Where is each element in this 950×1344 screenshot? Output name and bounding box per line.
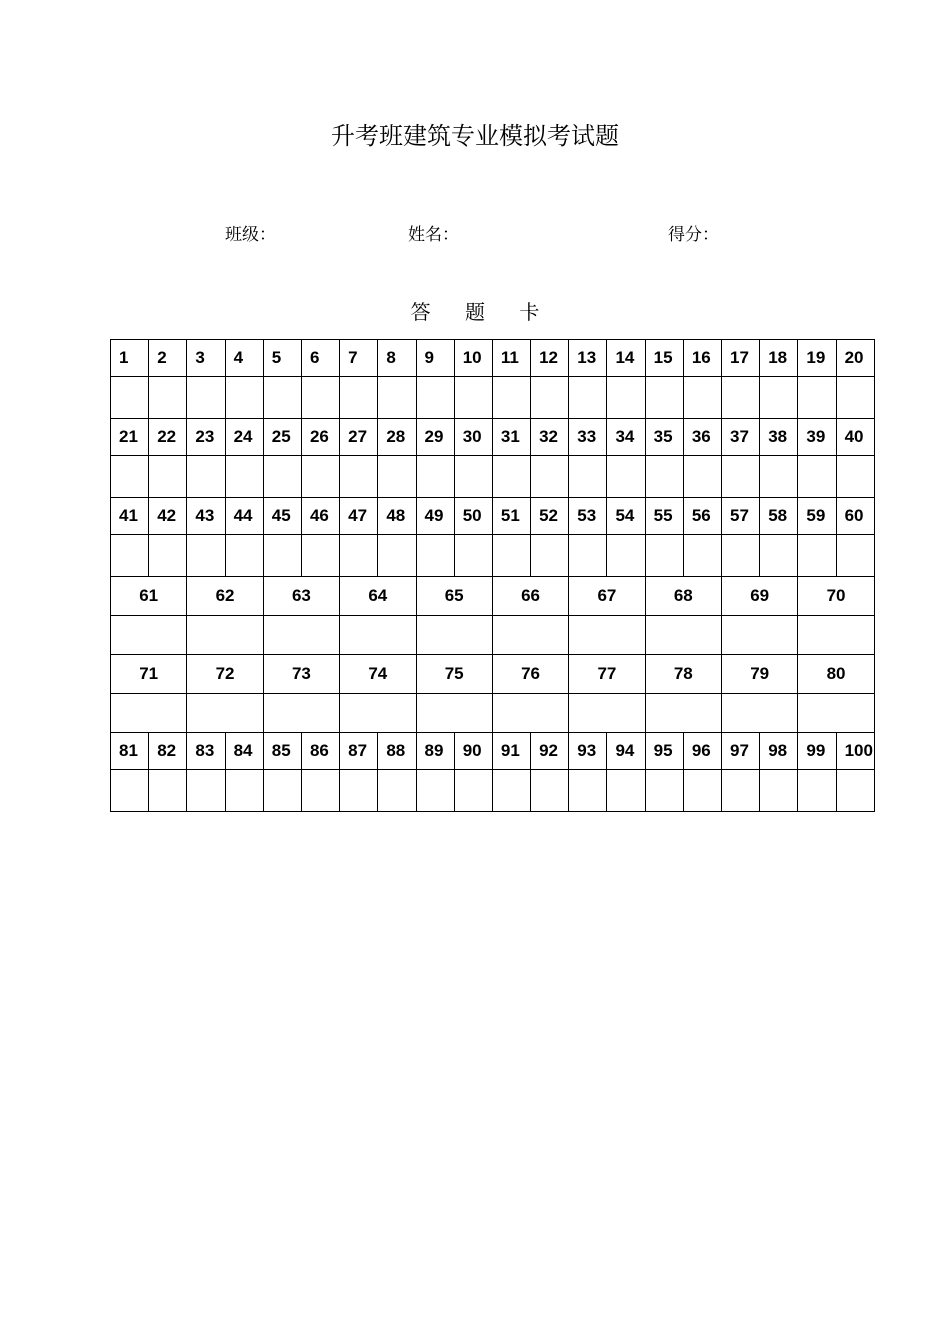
question-number-cell: 89 — [416, 733, 454, 770]
question-number-cell: 17 — [722, 340, 760, 377]
answer-cell[interactable] — [225, 770, 263, 812]
answer-cell[interactable] — [111, 456, 149, 498]
answer-row — [111, 456, 875, 498]
question-number-cell: 38 — [760, 419, 798, 456]
question-number-cell: 16 — [683, 340, 721, 377]
answer-cell[interactable] — [416, 616, 492, 655]
question-number-cell: 9 — [416, 340, 454, 377]
question-number-cell: 81 — [111, 733, 149, 770]
answer-cell[interactable] — [340, 694, 416, 733]
question-number-cell: 62 — [187, 577, 263, 616]
answer-cell[interactable] — [416, 377, 454, 419]
answer-cell[interactable] — [722, 377, 760, 419]
answer-cell[interactable] — [301, 456, 339, 498]
question-number-cell: 94 — [607, 733, 645, 770]
answer-cell[interactable] — [492, 770, 530, 812]
answer-cell[interactable] — [760, 770, 798, 812]
question-number-cell: 37 — [722, 419, 760, 456]
question-number-cell: 100 — [836, 733, 874, 770]
question-number-cell: 70 — [798, 577, 874, 616]
question-number-cell: 8 — [378, 340, 416, 377]
answer-cell[interactable] — [760, 456, 798, 498]
answer-cell[interactable] — [836, 377, 874, 419]
question-number-cell: 96 — [683, 733, 721, 770]
answer-cell[interactable] — [683, 770, 721, 812]
question-number-cell: 98 — [760, 733, 798, 770]
answer-cell[interactable] — [645, 770, 683, 812]
question-number-cell: 40 — [836, 419, 874, 456]
question-number-cell: 55 — [645, 498, 683, 535]
answer-cell[interactable] — [263, 694, 339, 733]
answer-cell[interactable] — [111, 694, 187, 733]
answer-cell[interactable] — [263, 535, 301, 577]
question-number-cell: 85 — [263, 733, 301, 770]
answer-cell[interactable] — [569, 535, 607, 577]
answer-cell[interactable] — [798, 535, 836, 577]
question-number-cell: 26 — [301, 419, 339, 456]
answer-cell[interactable] — [416, 535, 454, 577]
answer-cell[interactable] — [340, 770, 378, 812]
answer-cell[interactable] — [187, 694, 263, 733]
question-number-cell: 44 — [225, 498, 263, 535]
question-number-cell: 86 — [301, 733, 339, 770]
answer-cell[interactable] — [187, 770, 225, 812]
question-number-cell: 80 — [798, 655, 874, 694]
question-number-row — [111, 577, 875, 616]
score-label: 得分： — [668, 225, 719, 245]
answer-cell[interactable] — [798, 770, 836, 812]
answer-cell[interactable] — [225, 456, 263, 498]
answer-cell[interactable] — [111, 535, 149, 577]
answer-cell[interactable] — [454, 535, 492, 577]
question-number-cell: 47 — [340, 498, 378, 535]
question-number-cell: 3 — [187, 340, 225, 377]
answer-cell[interactable] — [301, 770, 339, 812]
answer-cell[interactable] — [263, 377, 301, 419]
page-title: 升考班建筑专业模拟考试题 — [331, 122, 619, 150]
answer-cell[interactable] — [798, 616, 874, 655]
answer-cell[interactable] — [645, 456, 683, 498]
question-number-cell: 87 — [340, 733, 378, 770]
question-number-cell: 19 — [798, 340, 836, 377]
question-number-cell: 39 — [798, 419, 836, 456]
question-number-cell: 13 — [569, 340, 607, 377]
question-number-cell: 58 — [760, 498, 798, 535]
answer-cell[interactable] — [263, 616, 339, 655]
answer-cell[interactable] — [722, 770, 760, 812]
answer-cell[interactable] — [607, 535, 645, 577]
question-number-cell: 22 — [149, 419, 187, 456]
answer-cell[interactable] — [454, 770, 492, 812]
question-number-cell: 76 — [492, 655, 568, 694]
question-number-cell: 46 — [301, 498, 339, 535]
question-number-cell: 99 — [798, 733, 836, 770]
question-number-cell: 59 — [798, 498, 836, 535]
question-number-cell: 66 — [492, 577, 568, 616]
question-number-cell: 41 — [111, 498, 149, 535]
answer-cell[interactable] — [454, 377, 492, 419]
answer-cell[interactable] — [492, 377, 530, 419]
answer-cell[interactable] — [263, 770, 301, 812]
question-number-cell: 6 — [301, 340, 339, 377]
question-number-row — [111, 733, 875, 770]
answer-cell[interactable] — [416, 770, 454, 812]
question-number-cell: 32 — [531, 419, 569, 456]
question-number-cell: 60 — [836, 498, 874, 535]
answer-cell[interactable] — [569, 456, 607, 498]
question-number-cell: 92 — [531, 733, 569, 770]
answer-cell[interactable] — [722, 616, 798, 655]
question-number-cell: 88 — [378, 733, 416, 770]
answer-cell[interactable] — [798, 377, 836, 419]
answer-cell[interactable] — [531, 770, 569, 812]
answer-cell[interactable] — [531, 377, 569, 419]
answer-cell[interactable] — [492, 616, 568, 655]
answer-cell[interactable] — [340, 377, 378, 419]
answer-cell[interactable] — [760, 377, 798, 419]
question-number-cell: 20 — [836, 340, 874, 377]
question-number-cell: 83 — [187, 733, 225, 770]
answer-cell[interactable] — [263, 456, 301, 498]
answer-cell[interactable] — [340, 616, 416, 655]
question-number-row — [111, 498, 875, 535]
question-number-cell: 1 — [111, 340, 149, 377]
answer-cell[interactable] — [378, 770, 416, 812]
answer-cell[interactable] — [645, 535, 683, 577]
answer-cell[interactable] — [149, 377, 187, 419]
question-number-cell: 54 — [607, 498, 645, 535]
answer-cell[interactable] — [569, 377, 607, 419]
answer-cell[interactable] — [569, 694, 645, 733]
question-number-cell: 18 — [760, 340, 798, 377]
answer-cell[interactable] — [683, 456, 721, 498]
question-number-cell: 93 — [569, 733, 607, 770]
question-number-cell: 36 — [683, 419, 721, 456]
question-number-cell: 45 — [263, 498, 301, 535]
question-number-cell: 15 — [645, 340, 683, 377]
answer-cell[interactable] — [111, 377, 149, 419]
question-number-cell: 48 — [378, 498, 416, 535]
answer-cell[interactable] — [607, 456, 645, 498]
question-number-cell: 53 — [569, 498, 607, 535]
answer-cell[interactable] — [645, 694, 721, 733]
answer-cell[interactable] — [111, 770, 149, 812]
answer-row — [111, 535, 875, 577]
answer-cell[interactable] — [301, 377, 339, 419]
question-number-cell: 5 — [263, 340, 301, 377]
answer-cell[interactable] — [607, 770, 645, 812]
question-number-row — [111, 655, 875, 694]
question-number-cell: 2 — [149, 340, 187, 377]
question-number-row — [111, 419, 875, 456]
answer-cell[interactable] — [301, 535, 339, 577]
answer-cell[interactable] — [836, 770, 874, 812]
question-number-cell: 90 — [454, 733, 492, 770]
name-label: 姓名： — [408, 225, 459, 245]
question-number-cell: 57 — [722, 498, 760, 535]
question-number-cell: 52 — [531, 498, 569, 535]
answer-cell[interactable] — [836, 535, 874, 577]
answer-cell[interactable] — [149, 770, 187, 812]
question-number-cell: 42 — [149, 498, 187, 535]
answer-card-table — [110, 339, 875, 812]
answer-cell[interactable] — [225, 535, 263, 577]
answer-card-title: 答 题 卡 — [410, 300, 554, 324]
answer-cell[interactable] — [607, 377, 645, 419]
question-number-cell: 33 — [569, 419, 607, 456]
answer-row — [111, 616, 875, 655]
answer-cell[interactable] — [683, 377, 721, 419]
answer-cell[interactable] — [416, 456, 454, 498]
question-number-cell: 35 — [645, 419, 683, 456]
question-number-cell: 43 — [187, 498, 225, 535]
question-number-cell: 10 — [454, 340, 492, 377]
answer-cell[interactable] — [531, 535, 569, 577]
answer-cell[interactable] — [492, 456, 530, 498]
answer-cell[interactable] — [836, 456, 874, 498]
question-number-cell: 51 — [492, 498, 530, 535]
question-number-cell: 49 — [416, 498, 454, 535]
question-number-row — [111, 340, 875, 377]
question-number-cell: 84 — [225, 733, 263, 770]
answer-row — [111, 770, 875, 812]
question-number-cell: 79 — [722, 655, 798, 694]
question-number-cell: 12 — [531, 340, 569, 377]
question-number-cell: 28 — [378, 419, 416, 456]
answer-cell[interactable] — [798, 456, 836, 498]
answer-cell[interactable] — [492, 694, 568, 733]
question-number-cell: 7 — [340, 340, 378, 377]
question-number-cell: 78 — [645, 655, 721, 694]
question-number-cell: 95 — [645, 733, 683, 770]
question-number-cell: 27 — [340, 419, 378, 456]
answer-cell[interactable] — [149, 456, 187, 498]
answer-cell[interactable] — [645, 616, 721, 655]
question-number-cell: 67 — [569, 577, 645, 616]
answer-cell[interactable] — [569, 770, 607, 812]
question-number-cell: 56 — [683, 498, 721, 535]
question-number-cell: 21 — [111, 419, 149, 456]
question-number-cell: 25 — [263, 419, 301, 456]
answer-cell[interactable] — [340, 535, 378, 577]
answer-cell[interactable] — [798, 694, 874, 733]
answer-cell[interactable] — [111, 616, 187, 655]
answer-row — [111, 694, 875, 733]
answer-cell[interactable] — [569, 616, 645, 655]
question-number-cell: 4 — [225, 340, 263, 377]
question-number-cell: 61 — [111, 577, 187, 616]
answer-cell[interactable] — [645, 377, 683, 419]
question-number-cell: 82 — [149, 733, 187, 770]
question-number-cell: 11 — [492, 340, 530, 377]
question-number-cell: 72 — [187, 655, 263, 694]
question-number-cell: 68 — [645, 577, 721, 616]
answer-cell[interactable] — [187, 535, 225, 577]
question-number-cell: 24 — [225, 419, 263, 456]
question-number-cell: 75 — [416, 655, 492, 694]
question-number-cell: 34 — [607, 419, 645, 456]
answer-cell[interactable] — [683, 535, 721, 577]
question-number-cell: 14 — [607, 340, 645, 377]
answer-cell[interactable] — [722, 535, 760, 577]
question-number-cell: 71 — [111, 655, 187, 694]
question-number-cell: 65 — [416, 577, 492, 616]
question-number-cell: 73 — [263, 655, 339, 694]
answer-cell[interactable] — [187, 616, 263, 655]
question-number-cell: 77 — [569, 655, 645, 694]
answer-cell[interactable] — [149, 535, 187, 577]
question-number-cell: 74 — [340, 655, 416, 694]
answer-cell[interactable] — [340, 456, 378, 498]
question-number-cell: 91 — [492, 733, 530, 770]
answer-cell[interactable] — [378, 377, 416, 419]
answer-cell[interactable] — [225, 377, 263, 419]
answer-row — [111, 377, 875, 419]
answer-cell[interactable] — [760, 535, 798, 577]
question-number-cell: 50 — [454, 498, 492, 535]
question-number-cell: 29 — [416, 419, 454, 456]
question-number-cell: 97 — [722, 733, 760, 770]
answer-cell[interactable] — [187, 377, 225, 419]
question-number-cell: 30 — [454, 419, 492, 456]
answer-cell[interactable] — [378, 535, 416, 577]
question-number-cell: 31 — [492, 419, 530, 456]
answer-cell[interactable] — [416, 694, 492, 733]
answer-cell[interactable] — [531, 456, 569, 498]
answer-cell[interactable] — [187, 456, 225, 498]
answer-cell[interactable] — [722, 456, 760, 498]
answer-cell[interactable] — [722, 694, 798, 733]
class-label: 班级： — [225, 225, 276, 245]
question-number-cell: 64 — [340, 577, 416, 616]
answer-cell[interactable] — [454, 456, 492, 498]
question-number-cell: 69 — [722, 577, 798, 616]
question-number-cell: 63 — [263, 577, 339, 616]
answer-cell[interactable] — [378, 456, 416, 498]
answer-cell[interactable] — [492, 535, 530, 577]
question-number-cell: 23 — [187, 419, 225, 456]
